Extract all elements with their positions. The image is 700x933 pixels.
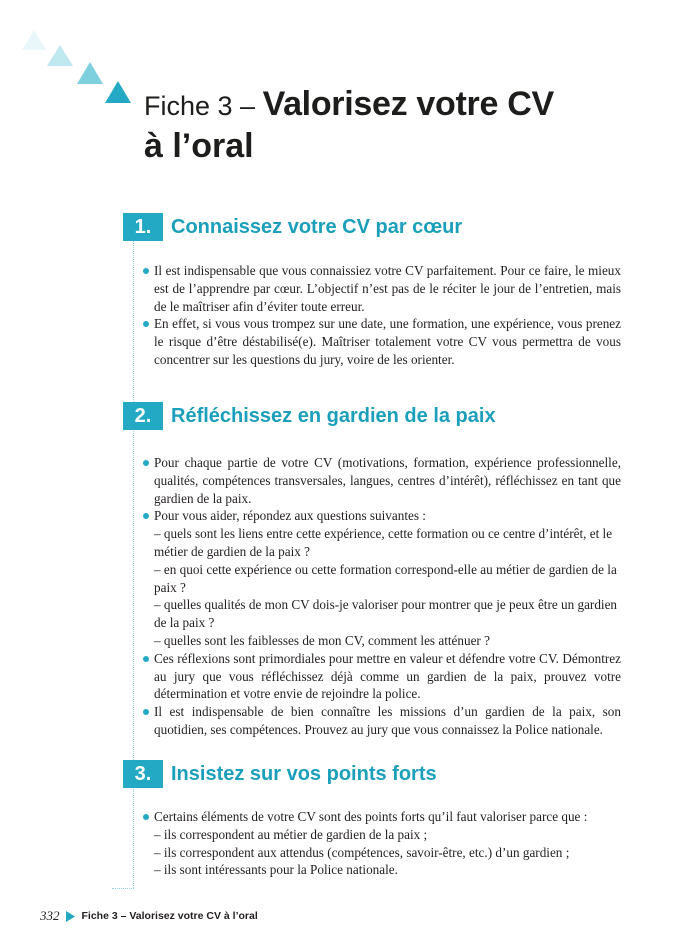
list-item: Ces réflexions sont primordiales pour mettre en valeur et défendre votre CV. Démontrez au jury que vous réfléchissez déjà comme un gardien de la paix, prouvez votre détermination et votre envie de rejoindre la police. <box>143 650 621 703</box>
question-item: – quelles sont les faiblesses de mon CV, comment les atténuer ? <box>154 632 490 648</box>
section-2-heading <box>123 402 496 430</box>
section-1-number: 1. <box>123 213 163 241</box>
page-footer <box>40 908 258 924</box>
section-1-heading <box>123 213 462 241</box>
page-number: 332 <box>40 908 60 923</box>
section-2-title: Réfléchissez en gardien de la paix <box>171 404 496 427</box>
section-1-title: Connaissez votre CV par cœur <box>171 215 463 238</box>
question-item: – quels sont les liens entre cette expérience, cette formation ou ce centre d’intérêt, et le métier de gardien de la paix ? <box>154 526 613 559</box>
guide-line-foot <box>112 888 134 889</box>
list-item: Pour vous aider, répondez aux questions suivantes : <box>143 507 621 525</box>
sub-item: – ils correspondent au métier de gardien de la paix ; <box>154 826 428 842</box>
list-item: Il est indispensable de bien connaître les missions d’un gardien de la paix, son quotidien, ses compétences. Prouvez au jury que vous connaissez la Police nationale. <box>143 703 621 739</box>
title-main: Valorisez votre CV <box>262 85 554 123</box>
list-item: Il est indispensable que vous connaissiez votre CV parfaitement. Pour ce faire, le mieux est de l’apprendre par cœur. L’objectif n’est pas de le réciter le jour de l’entretien, mais de le maîtriser afin d’éviter toute erreur. <box>143 262 621 315</box>
sub-item: – ils correspondent aux attendus (compétences, savoir-être, etc.) d’un gardien ; <box>154 844 570 860</box>
section-2-number: 2. <box>123 402 163 430</box>
list-item: Pour chaque partie de votre CV (motivations, formation, expérience professionnelle, qualités, compétences transversales, langues, centres d’intérêt), réfléchissez en tant que gardien de la paix. <box>143 454 621 507</box>
title-line2: à l’oral <box>144 127 254 165</box>
title-prefix: Fiche 3 – <box>144 91 263 121</box>
question-item: – en quoi cette expérience ou cette formation correspond-elle au métier de gardien de la paix ? <box>154 561 617 595</box>
section-3-heading <box>123 760 437 788</box>
play-arrow-icon <box>66 911 75 922</box>
vertical-guide-line <box>133 240 134 888</box>
section-1-body <box>143 262 621 369</box>
list-item: Certains éléments de votre CV sont des points forts qu’il faut valoriser parce que : <box>143 808 621 826</box>
sub-item: – ils sont intéressants pour la Police nationale. <box>154 862 398 878</box>
list-item: En effet, si vous vous trompez sur une date, une formation, une expérience, vous prenez le risque d’être déstabilisé(e). Maîtriser totalement votre CV vous permettra de vous concentrer sur les questions du jury, voire de les orienter. <box>143 315 621 368</box>
section-2-body <box>143 454 621 739</box>
page-title <box>144 84 554 166</box>
section-3-title: Insistez sur vos points forts <box>171 762 437 785</box>
section-3-number: 3. <box>123 760 163 788</box>
section-3-body <box>143 808 621 879</box>
triangles-decoration-icon <box>0 0 140 110</box>
question-item: – quelles qualités de mon CV dois-je valoriser pour montrer que je peux être un gardien de la paix ? <box>154 597 618 631</box>
running-title: Fiche 3 – Valorisez votre CV à l’oral <box>81 910 258 922</box>
